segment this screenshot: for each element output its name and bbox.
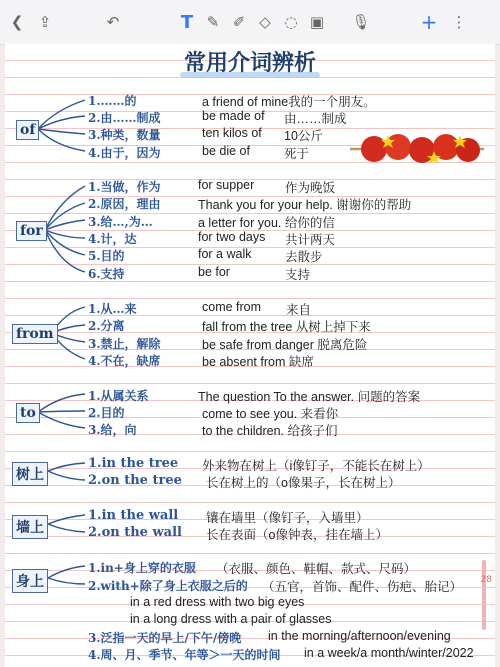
chevron-left-icon[interactable]: ❮ — [10, 13, 24, 31]
for-example-1: for supper — [198, 178, 255, 192]
section-head-of: of — [16, 120, 39, 140]
for-example-5: for a walk — [198, 247, 252, 261]
eraser-icon[interactable]: ◇ — [259, 13, 271, 31]
body-text-1: （衣服、颜色、鞋帽、款式、尺码） — [216, 562, 417, 576]
image-icon[interactable]: ▣ — [309, 13, 325, 31]
wall-label-1: 1.in the wall — [88, 508, 179, 523]
lasso-icon[interactable]: ◌ — [284, 13, 298, 31]
from-example-2: fall from the tree 从树上掉下来 — [202, 320, 371, 334]
from-example-4: be absent from 缺席 — [202, 355, 314, 369]
for-example-6: be for — [198, 265, 230, 279]
body-example-2: in a long dress with a pair of glasses — [130, 612, 332, 626]
for-example-2: Thank you for your help. 谢谢你的帮助 — [198, 198, 412, 212]
toolbar — [0, 0, 500, 45]
to-label-3: 3.给，向 — [88, 423, 137, 437]
body-example-3: in the morning/afternoon/evening — [268, 629, 451, 643]
tree-text-1: 外来物在树上（i像钉子，不能长在树上） — [202, 459, 430, 473]
from-label-4: 4.不在，缺席 — [88, 354, 161, 368]
from-example-3: be safe from danger 脱离危险 — [202, 338, 368, 352]
page-number: 28 — [480, 575, 492, 585]
for-label-1: 1.当做，作为 — [88, 180, 161, 194]
for-cn-1: 作为晚饭 — [285, 181, 336, 195]
section-head-wall: 墙上 — [12, 515, 48, 539]
from-label-2: 2.分离 — [88, 319, 125, 333]
for-label-3: 3.给…,为… — [88, 215, 153, 229]
section-head-from: from — [12, 324, 58, 344]
add-icon[interactable]: + — [420, 10, 438, 34]
of-example-2: be made of — [202, 109, 265, 123]
body-label-4: 4.周、月、季节、年等＞一天的时间 — [88, 648, 281, 662]
body-label-1: 1.in+身上穿的衣服 — [88, 561, 196, 575]
to-label-2: 2.目的 — [88, 406, 125, 420]
more-icon[interactable]: ⋮ — [451, 13, 467, 31]
for-example-4: for two days — [198, 230, 266, 244]
body-label-3: 3.泛指一天的早上/下午/傍晚 — [88, 631, 242, 645]
section-head-for: for — [16, 221, 47, 241]
undo-icon[interactable]: ↶ — [106, 13, 120, 31]
for-cn-4: 共计两天 — [285, 233, 336, 247]
text-icon[interactable]: T — [180, 11, 194, 33]
of-label-2: 2.由……制成 — [88, 111, 161, 125]
highlighter-icon[interactable]: ✐ — [232, 13, 246, 31]
tree-text-2: 长在树上的（o像果子，长在树上） — [206, 476, 401, 490]
to-label-1: 1.从属关系 — [88, 389, 149, 403]
for-label-2: 2.原因，理由 — [88, 197, 161, 211]
to-example-1: The question To the answer. 问题的答案 — [198, 390, 421, 404]
body-example-4: in a week/a month/winter/2022 — [304, 646, 474, 660]
of-cn-4: 死于 — [284, 147, 310, 161]
section-head-to: to — [16, 403, 40, 423]
section-head-body: 身上 — [12, 569, 48, 593]
pen-icon[interactable]: ✎ — [206, 13, 220, 31]
of-example-3: ten kilos of — [202, 126, 262, 140]
for-label-6: 6.支持 — [88, 267, 125, 281]
wall-text-1: 镶在墙里（像钉子，入墙里） — [206, 511, 369, 525]
scrollbar-thumb[interactable] — [482, 560, 486, 630]
of-example-1: a friend of mine我的一个朋友。 — [202, 95, 376, 109]
of-cn-2: 由……制成 — [284, 112, 347, 126]
from-label-1: 1.从…来 — [88, 302, 137, 316]
of-example-4: be die of — [202, 144, 250, 158]
candied-haws-illustration — [348, 125, 488, 175]
from-cn-1: 来自 — [286, 303, 312, 317]
to-example-3: to the children. 给孩子们 — [202, 424, 338, 438]
microphone-icon[interactable]: 🎙 — [351, 13, 371, 31]
page-title: 常用介词辨析 — [183, 50, 316, 76]
for-example-3: a letter for you. 给你的信 — [198, 216, 335, 230]
for-label-5: 5.目的 — [88, 249, 125, 263]
body-text-2: （五官，首饰、配件、伤疤、胎记） — [262, 580, 463, 594]
of-label-4: 4.由于，因为 — [88, 146, 161, 160]
for-label-4: 4.计，达 — [88, 232, 137, 246]
to-example-2: come to see you. 来看你 — [202, 407, 339, 421]
of-label-3: 3.种类，数量 — [88, 128, 161, 142]
for-cn-5: 去散步 — [285, 250, 323, 264]
tree-label-1: 1.in the tree — [88, 456, 179, 471]
body-label-2: 2.with+除了身上衣服之后的 — [88, 579, 248, 593]
wall-label-2: 2.on the wall — [88, 525, 182, 540]
body-example-1: in a red dress with two big eyes — [130, 595, 305, 609]
wall-text-2: 长在表面（o像钟表，挂在墙上） — [206, 528, 388, 542]
section-head-tree: 树上 — [12, 462, 48, 486]
tree-label-2: 2.on the tree — [88, 473, 182, 488]
from-example-1: come from — [202, 300, 262, 314]
from-label-3: 3.禁止，解除 — [88, 337, 161, 351]
share-icon[interactable]: ⇪ — [38, 13, 52, 31]
of-label-1: 1.……的 — [88, 94, 137, 108]
of-cn-3: 10公斤 — [284, 129, 323, 143]
for-cn-6: 支持 — [285, 268, 311, 282]
